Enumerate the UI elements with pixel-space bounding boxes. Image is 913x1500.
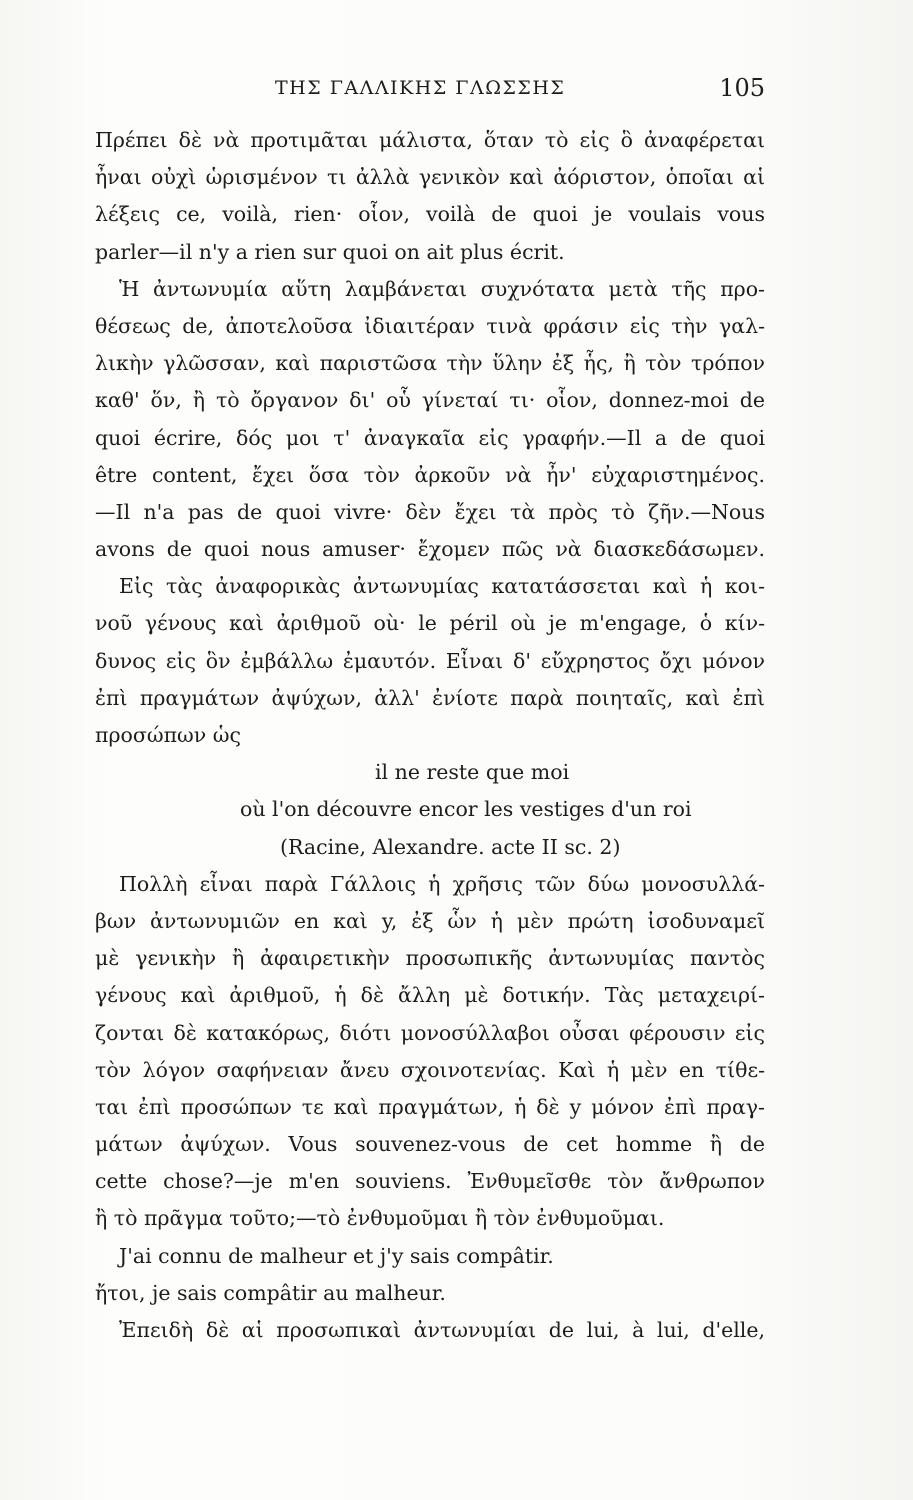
- text-line: quoi écrire, δός μοι τ' ἀναγκαῖα εἰς γραφήν.—Il a de quoi: [95, 425, 765, 450]
- text-line: ἢ τὸ πρᾶγμα τοῦτο;—τὸ ἐνθυμοῦμαι ἢ τὸν ἐνθυμοῦμαι.: [95, 1206, 665, 1231]
- text-line: parler—il n'y a rien sur quoi on ait plus écrit.: [95, 239, 565, 264]
- text-line: cette chose?—je m'en souviens. Ἐνθυμεῖσθε τὸν ἄνθρωπον: [95, 1169, 765, 1194]
- text-line: θέσεως de, ἀποτελοῦσα ἰδιαιτέραν τινὰ φράσιν εἰς τὴν γαλ-: [95, 313, 765, 338]
- text-line: μάτων ἀψύχων. Vous souvenez-vous de cet homme ἢ de: [95, 1132, 765, 1157]
- page-number: 105: [719, 74, 765, 102]
- text-line: λέξεις ce, voilà, rien· οἷον, voilà de quoi je voulais vous: [95, 202, 765, 227]
- text-line: ἐπὶ πραγμάτων ἀψύχων, ἀλλ' ἐνίοτε παρὰ ποιηταῖς, καὶ ἐπὶ: [95, 685, 765, 710]
- text-line: νοῦ γένους καὶ ἀριθμοῦ où· le péril où je m'engage, ὁ κίν-: [95, 611, 765, 636]
- text-line: ἤτοι, je sais compâtir au malheur.: [95, 1280, 446, 1305]
- text-line: βων ἀντωνυμιῶν en καὶ y, ἐξ ὧν ἡ μὲν πρώτη ἰσοδυναμεῖ: [95, 908, 765, 933]
- body-text: [95, 122, 765, 1349]
- text-line: ται ἐπὶ προσώπων τε καὶ πραγμάτων, ἡ δὲ y μόνον ἐπὶ πραγ-: [95, 1094, 765, 1119]
- text-line: γένους καὶ ἀριθμοῦ, ἡ δὲ ἄλλη μὲ δοτικήν. Τὰς μεταχειρί-: [95, 983, 765, 1008]
- text-line: Ἐπειδὴ δὲ αἱ προσωπικαὶ ἀντωνυμίαι de lui, à lui, d'elle,: [119, 1318, 765, 1342]
- text-line: προσώπων ὡς: [95, 723, 241, 747]
- text-line: καθ' ὅν, ἢ τὸ ὄργανον δι' οὗ γίνεταί τι· οἷον, donnez-moi de: [95, 388, 765, 413]
- text-line: —Il n'a pas de quoi vivre· δὲν ἔχει τὰ πρὸς τὸ ζῆν.—Nous: [95, 499, 765, 524]
- text-line: Εἰς τὰς ἀναφορικὰς ἀντωνυμίας κατατάσσεται καὶ ἡ κοι-: [119, 574, 765, 599]
- text-line: avons de quoi nous amuser· ἔχομεν πῶς νὰ διασκεδάσωμεν.: [95, 537, 765, 562]
- text-line: μὲ γενικὴν ἢ ἀφαιρετικὴν προσωπικῆς ἀντωνυμίας παντὸς: [95, 946, 765, 971]
- verse-line: où l'on découvre encor les vestiges d'un roi: [240, 797, 692, 822]
- text-line: Πρέπει δὲ νὰ προτιμᾶται μάλιστα, ὅταν τὸ εἰς ὃ ἀναφέρεται: [95, 128, 765, 152]
- running-title: ΤΗΣ ΓΑΛΛΙΚΗΣ ΓΛΩΣΣΗΣ: [275, 77, 566, 99]
- text-line: ζονται δὲ κατακόρως, διότι μονοσύλλαβοι οὖσαι φέρουσιν εἰς: [95, 1020, 765, 1045]
- text-line: δυνος εἰς ὃν ἐμβάλλω ἐμαυτόν. Εἶναι δ' εὔχρηστος ὄχι μόνον: [95, 648, 765, 673]
- page-header: [95, 72, 765, 104]
- text-line: ἦναι οὐχὶ ὡρισμένον τι ἀλλὰ γενικὸν καὶ ἀόριστον, ὁποῖαι αἱ: [95, 165, 765, 190]
- text-line: λικὴν γλῶσσαν, καὶ παριστῶσα τὴν ὕλην ἐξ ἧς, ἢ τὸν τρόπον: [95, 351, 765, 376]
- text-line: Ἡ ἀντωνυμία αὕτη λαμβάνεται συχνότατα μετὰ τῆς προ-: [119, 276, 765, 301]
- text-line: J'ai connu de malheur et j'y sais compâtir.: [119, 1243, 554, 1268]
- verse-line: il ne reste que moi: [375, 760, 570, 785]
- citation-line: (Racine, Alexandre. acte II sc. 2): [280, 834, 621, 859]
- text-line: τὸν λόγον σαφήνειαν ἄνευ σχοινοτενίας. Καὶ ἡ μὲν en τίθε-: [95, 1057, 765, 1082]
- text-line: être content, ἔχει ὅσα τὸν ἀρκοῦν νὰ ἦν' εὐχαριστημένος.: [95, 462, 765, 487]
- text-line: Πολλὴ εἶναι παρὰ Γάλλοις ἡ χρῆσις τῶν δύω μονοσυλλά-: [119, 871, 765, 896]
